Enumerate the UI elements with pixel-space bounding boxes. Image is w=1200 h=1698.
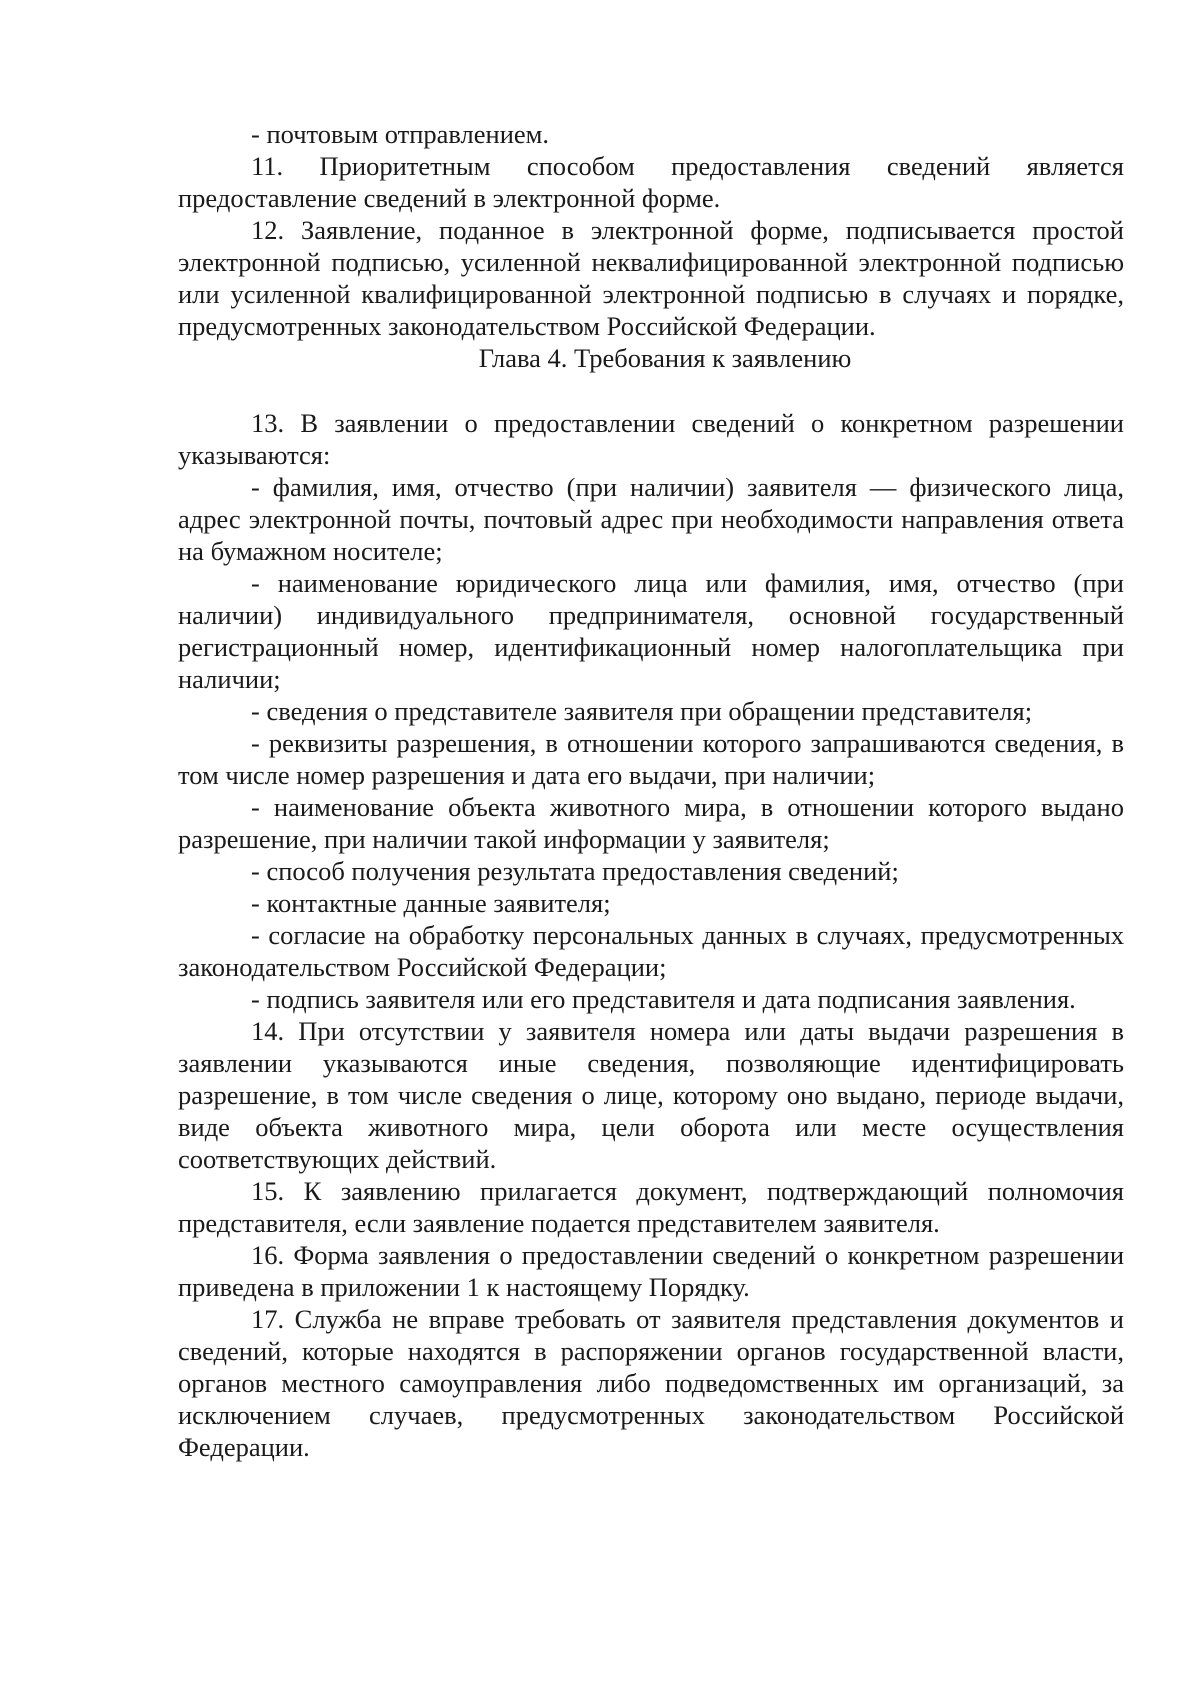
paragraph-postal-item: - почтовым отправлением. (251, 119, 550, 149)
paragraph-15: 15. К заявлению прилагается документ, подтверждающий полномочия представителя, если заявление подается представителем заявителя. (178, 1176, 1124, 1238)
paragraph-11: 11. Приоритетным способом предоставления сведений является предоставление сведений в электронной форме. (178, 151, 1124, 213)
list-item-applicant-name: - фамилия, имя, отчество (при наличии) заявителя — физического лица, адрес электронной почты, почтовый адрес при необходимости направления ответа на бумажном носителе; (178, 472, 1124, 566)
list-item-permit-details: - реквизиты разрешения, в отношении которого запрашиваются сведения, в том числе номер разрешения и дата его выдачи, при наличии; (178, 728, 1124, 790)
list-item-legal-entity: - наименование юридического лица или фамилия, имя, отчество (при наличии) индивидуального предпринимателя, основной государственный регистрационный номер, идентификационный номер налогоплательщика при наличии; (178, 568, 1124, 694)
paragraph-12: 12. Заявление, поданное в электронной форме, подписывается простой электронной подписью, усиленной неквалифицированной электронной подписью или усиленной квалифицированной электронной подписью в случаях и порядке, предусмотренных законодательством Российской Федерации. (178, 215, 1124, 341)
list-item-result-method: - способ получения результата предоставления сведений; (251, 856, 899, 886)
paragraph-16: 16. Форма заявления о предоставлении сведений о конкретном разрешении приведена в приложении 1 к настоящему Порядку. (178, 1240, 1124, 1302)
document-page (178, 118, 1124, 1463)
paragraph-13: 13. В заявлении о предоставлении сведений о конкретном разрешении указываются: (178, 408, 1124, 470)
list-item-representative: - сведения о представителе заявителя при обращении представителя; (251, 696, 1033, 726)
paragraph-17: 17. Служба не вправе требовать от заявителя представления документов и сведений, которые находятся в распоряжении органов государственной власти, органов местного самоуправления либо подведомственных им организаций, за исключением случаев, предусмотренных законодательством Российской Федерации. (178, 1304, 1124, 1462)
list-item-contact-data: - контактные данные заявителя; (251, 888, 611, 918)
list-item-personal-data-consent: - согласие на обработку персональных данных в случаях, предусмотренных законодательством Российской Федерации; (178, 920, 1124, 982)
list-item-signature: - подпись заявителя или его представителя и дата подписания заявления. (251, 984, 1076, 1014)
list-item-wildlife-object: - наименование объекта животного мира, в отношении которого выдано разрешение, при наличии такой информации у заявителя; (178, 792, 1124, 854)
paragraph-14: 14. При отсутствии у заявителя номера или даты выдачи разрешения в заявлении указываются иные сведения, позволяющие идентифицировать разрешение, в том числе сведения о лице, которому оно выдано, периоде выдачи, виде объекта животного мира, цели оборота или месте осуществления соответствующих действий. (178, 1016, 1124, 1174)
chapter-heading: Глава 4. Требования к заявлению (478, 343, 852, 373)
